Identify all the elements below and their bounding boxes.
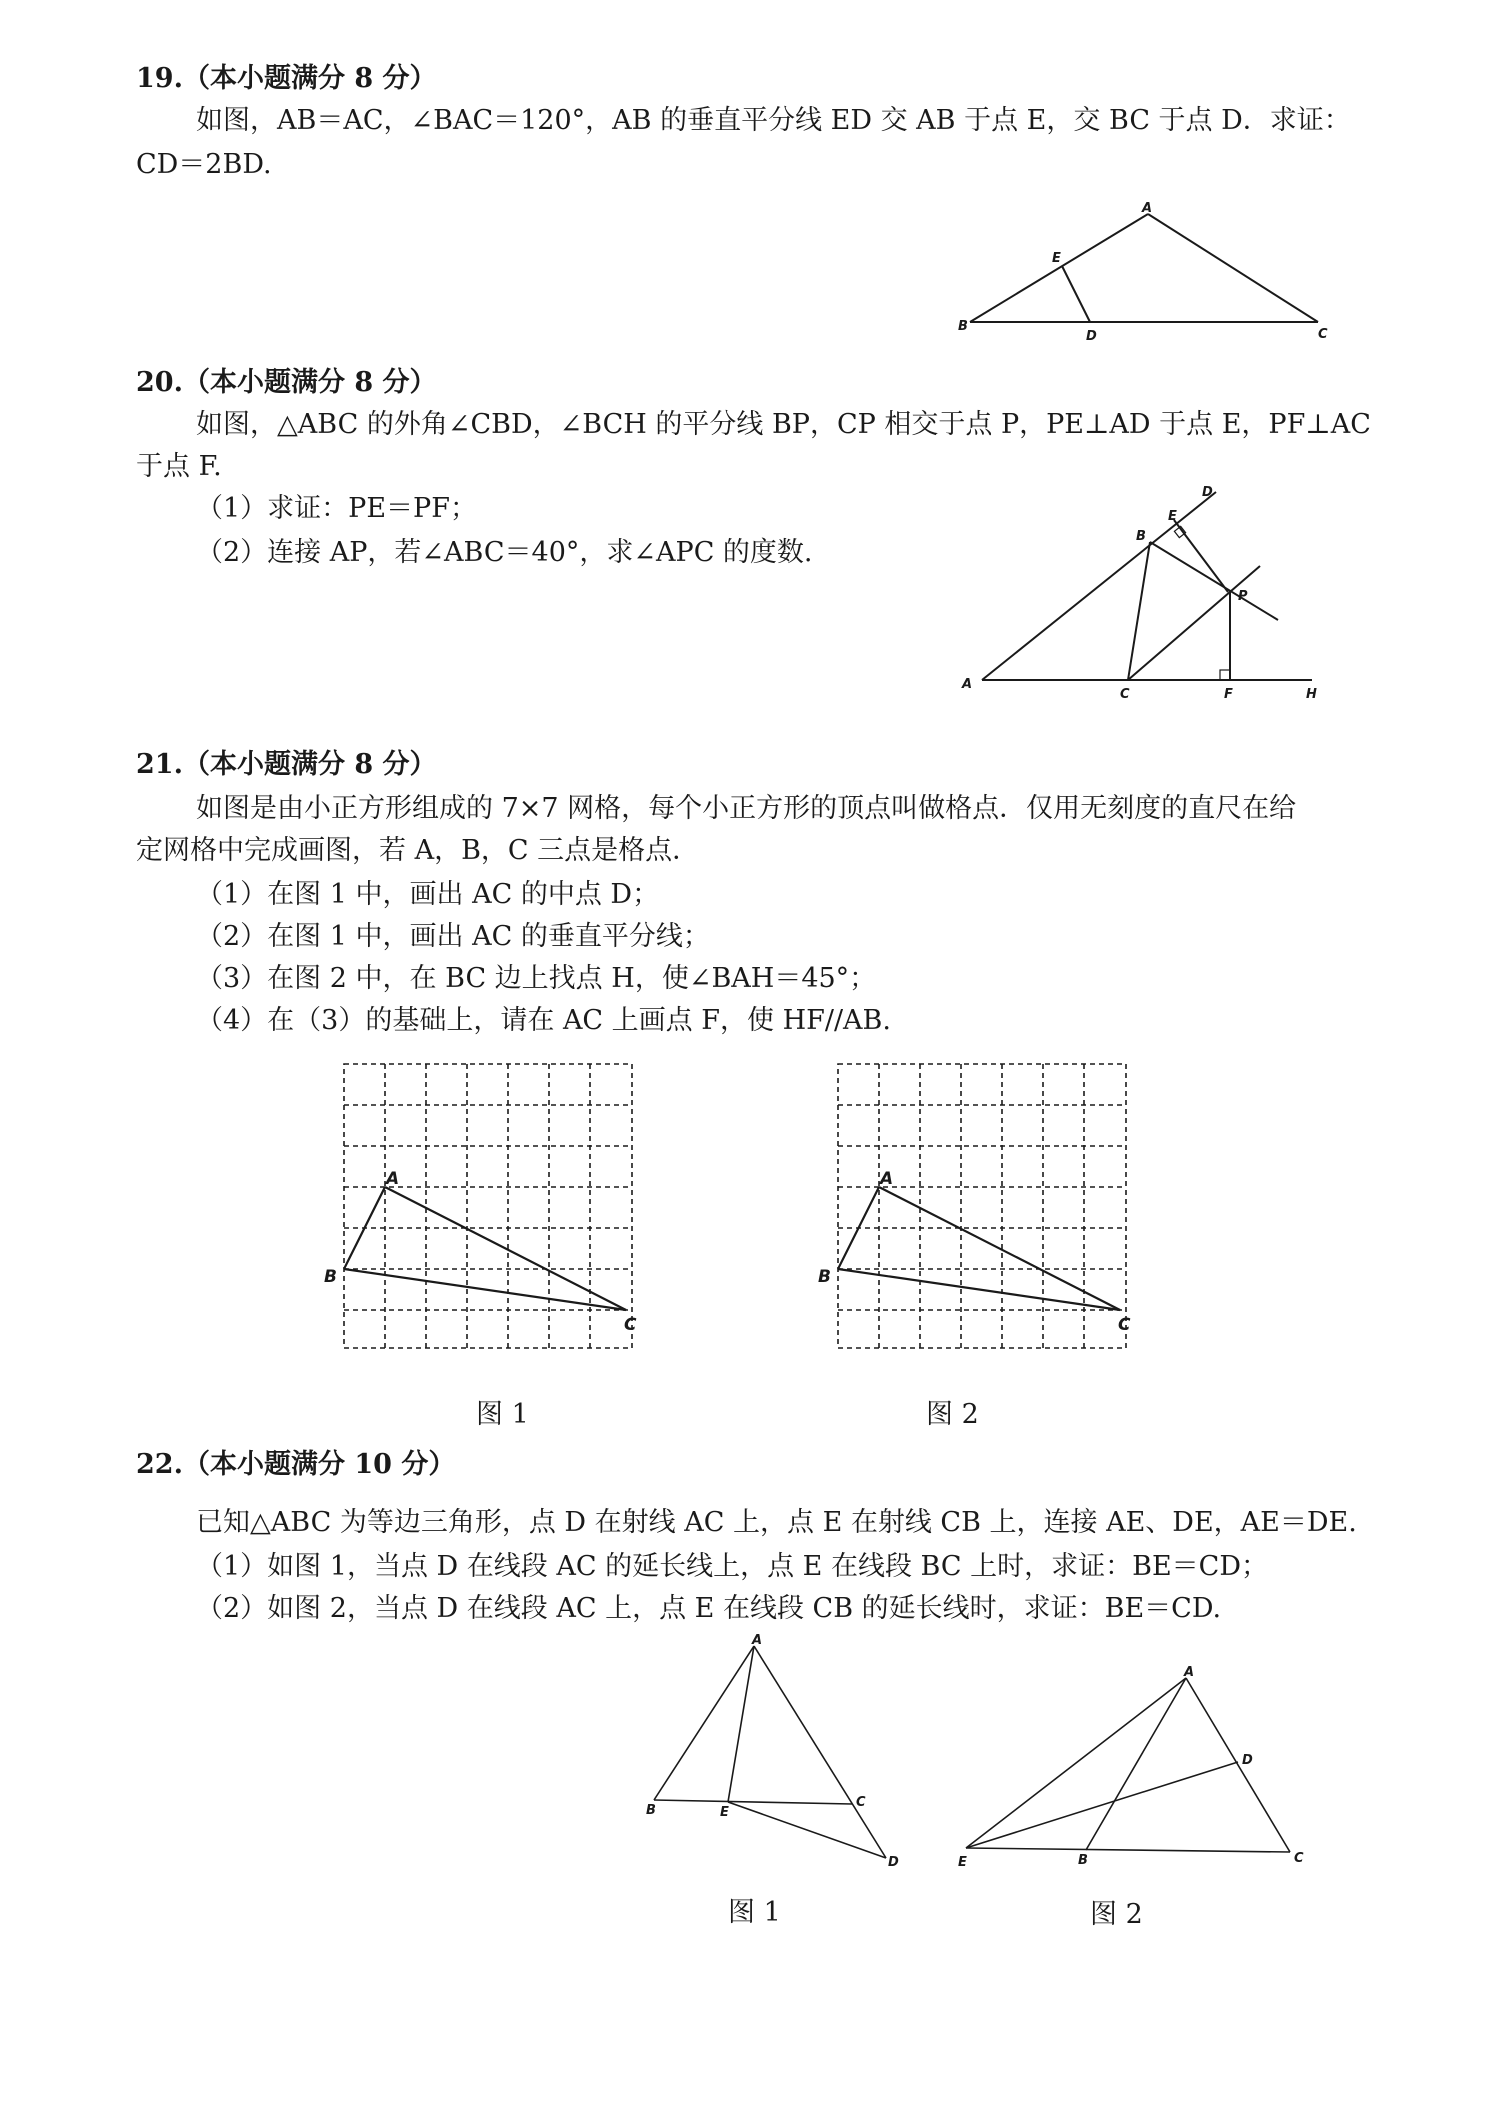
q20-label-h: H [1306,687,1317,702]
q19-figure [970,214,1318,322]
q19-label-a: A [1142,201,1153,216]
q22-fig1-label-c: C [856,1795,866,1810]
q21-part1: （1）在图 1 中，画出 AC 的中点 D； [196,879,660,910]
q21-heading: 21.（本小题满分 8 分） [136,749,437,780]
q20-label-d: D [1202,485,1213,500]
q22-fig1-caption: 图 1 [728,1897,781,1928]
q21-text-line1: 如图是由小正方形组成的 7×7 网格，每个小正方形的顶点叫做格点．仅用无刻度的直尺在给 [196,793,1297,824]
q22-fig2-label-c: C [1294,1851,1304,1866]
q21-fig2-label-a: A [880,1169,894,1189]
q19-label-c: C [1318,327,1328,342]
q22-part1: （1）如图 1，当点 D 在线段 AC 的延长线上，点 E 在线段 BC 上时，求证：BE＝CD； [196,1551,1268,1582]
q20-label-p: P [1238,589,1248,604]
q22-labels [646,1633,1304,1870]
q20-label-c: C [1120,687,1130,702]
q22-fig2-label-d: D [1242,1753,1253,1768]
q19-text-line2: CD＝2BD. [136,149,272,180]
q22-figure-1 [654,1646,886,1858]
q19-text-line1: 如图，AB＝AC，∠BAC＝120°，AB 的垂直平分线 ED 交 AB 于点 E，交 BC 于点 D．求证： [196,105,1351,136]
q21-fig1-label-c: C [624,1315,637,1335]
q22-heading: 22.（本小题满分 10 分） [136,1449,456,1480]
q21-triangle-2 [838,1187,1120,1310]
q20-text-line2: 于点 F. [136,451,222,482]
q22-fig2-label-a: A [1184,1665,1195,1680]
q19-label-d: D [1086,329,1097,344]
q21-triangle-1 [344,1187,626,1310]
q22-fig2-caption: 图 2 [1090,1899,1143,1930]
q20-label-b: B [1136,529,1146,544]
q20-text-line1: 如图，△ABC 的外角∠CBD，∠BCH 的平分线 BP，CP 相交于点 P，PE⊥AD 于点 E，PF⊥AC [196,409,1371,440]
q22-fig1-label-e: E [720,1805,729,1820]
q21-part3: （3）在图 2 中，在 BC 边上找点 H，使∠BAH＝45°； [196,963,877,994]
q21-fig1-label-b: B [324,1267,337,1287]
q19-heading: 19.（本小题满分 8 分） [136,63,437,94]
q22-fig1-label-d: D [888,1855,899,1870]
q20-label-e: E [1168,509,1177,524]
q21-fig1-caption: 图 1 [476,1399,529,1430]
q22-fig1-label-b: B [646,1803,656,1818]
q22-fig2-label-b: B [1078,1853,1088,1868]
q21-fig2-label-c: C [1118,1315,1131,1335]
q20-label-a: A [962,677,973,692]
q21-fig2-caption: 图 2 [926,1399,979,1430]
q22-fig1-label-a: A [752,1633,763,1648]
q20-heading: 20.（本小题满分 8 分） [136,367,437,398]
q19-label-b: B [958,319,968,334]
q22-text-line1: 已知△ABC 为等边三角形，点 D 在射线 AC 上，点 E 在射线 CB 上，连接 AE、DE，AE＝DE. [196,1507,1357,1538]
q21-part4: （4）在（3）的基础上，请在 AC 上画点 F，使 HF//AB. [196,1005,891,1036]
q22-part2: （2）如图 2，当点 D 在线段 AC 上，点 E 在线段 CB 的延长线时，求证：BE＝CD. [196,1593,1222,1624]
q20-label-f: F [1224,687,1233,702]
q21-fig2-label-b: B [818,1267,831,1287]
q21-text-line2: 定网格中完成画图，若 A，B，C 三点是格点． [136,835,700,866]
q21-fig1-label-a: A [386,1169,400,1189]
q20-part2: （2）连接 AP，若∠ABC＝40°，求∠APC 的度数. [196,537,813,568]
q20-part1: （1）求证：PE＝PF； [196,493,477,524]
q19-label-e: E [1052,251,1061,266]
q21-part2: （2）在图 1 中，画出 AC 的垂直平分线； [196,921,710,952]
q22-fig2-label-e: E [958,1855,967,1870]
q20-figure [982,492,1312,680]
